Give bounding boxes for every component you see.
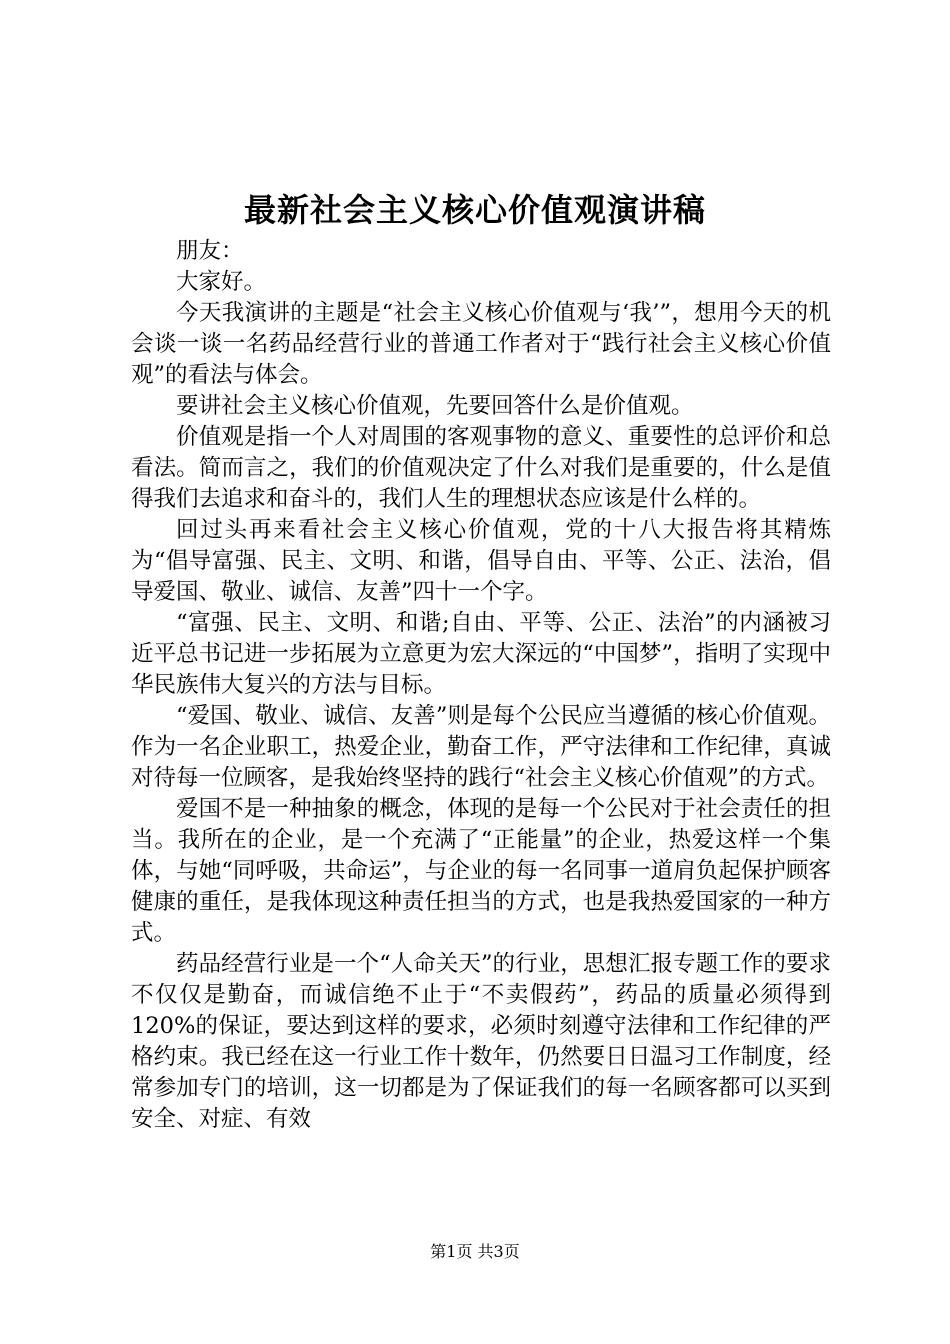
paragraph: “富强、民主、文明、和谐;自由、平等、公正、法治”的内涵被习近平总书记进一步拓展为立意更为宏大深远的“中国梦”，指明了实现中华民族伟大复兴的方法与目标。 [131, 610, 831, 698]
paragraph: 药品经营行业是一个“人命关天”的行业，思想汇报专题工作的要求不仅仅是勤奋，而诚信绝不止于“不卖假药”，药品的质量必须得到120%的保证，要达到这样的要求，必须时刻遵守法律和工作纪律的严格约束。我已经在这一行业工作十数年，仍然要日日温习工作制度，经常参加专门的培训，这一切都是为了保证我们的每一名顾客都可以买到安全、对症、有效 [131, 951, 831, 1132]
paragraph: 今天我演讲的主题是“社会主义核心价值观与‘我’”，想用今天的机会谈一谈一名药品经营行业的普通工作者对于“践行社会主义核心价值观”的看法与体会。 [131, 300, 831, 388]
paragraph-salutation: 大家好。 [176, 269, 267, 295]
paragraph: 要讲社会主义核心价值观，先要回答什么是价值观。 [176, 393, 694, 419]
document-title: 最新社会主义核心价值观演讲稿 [243, 191, 706, 229]
paragraph: 爱国不是一种抽象的概念，体现的是每一个公民对于社会责任的担当。我所在的企业，是一个充满了“正能量”的企业，热爱这样一个集体，与她“同呼吸，共命运”，与企业的每一名同事一道肩负起保护顾客健康的重任，是我体现这种责任担当的方式，也是我热爱国家的一种方式。 [131, 796, 831, 946]
paragraph-greeting: 朋友： [176, 238, 244, 264]
page-footer: 第1页 共3页 [430, 1242, 520, 1261]
paragraph: 价值观是指一个人对周围的客观事物的意义、重要性的总评价和总看法。简而言之，我们的价值观决定了什么对我们是重要的，什么是值得我们去追求和奋斗的，我们人生的理想状态应该是什么样的。 [131, 424, 831, 512]
paragraph: “爱国、敬业、诚信、友善”则是每个公民应当遵循的核心价值观。作为一名企业职工，热爱企业，勤奋工作，严守法律和工作纪律，真诚对待每一位顾客，是我始终坚持的践行“社会主义核心价值观”的方式。 [131, 703, 831, 791]
document-body [131, 236, 831, 1135]
paragraph: 回过头再来看社会主义核心价值观，党的十八大报告将其精炼为“倡导富强、民主、文明、和谐，倡导自由、平等、公正、法治，倡导爱国、敬业、诚信、友善”四十一个字。 [131, 517, 831, 605]
